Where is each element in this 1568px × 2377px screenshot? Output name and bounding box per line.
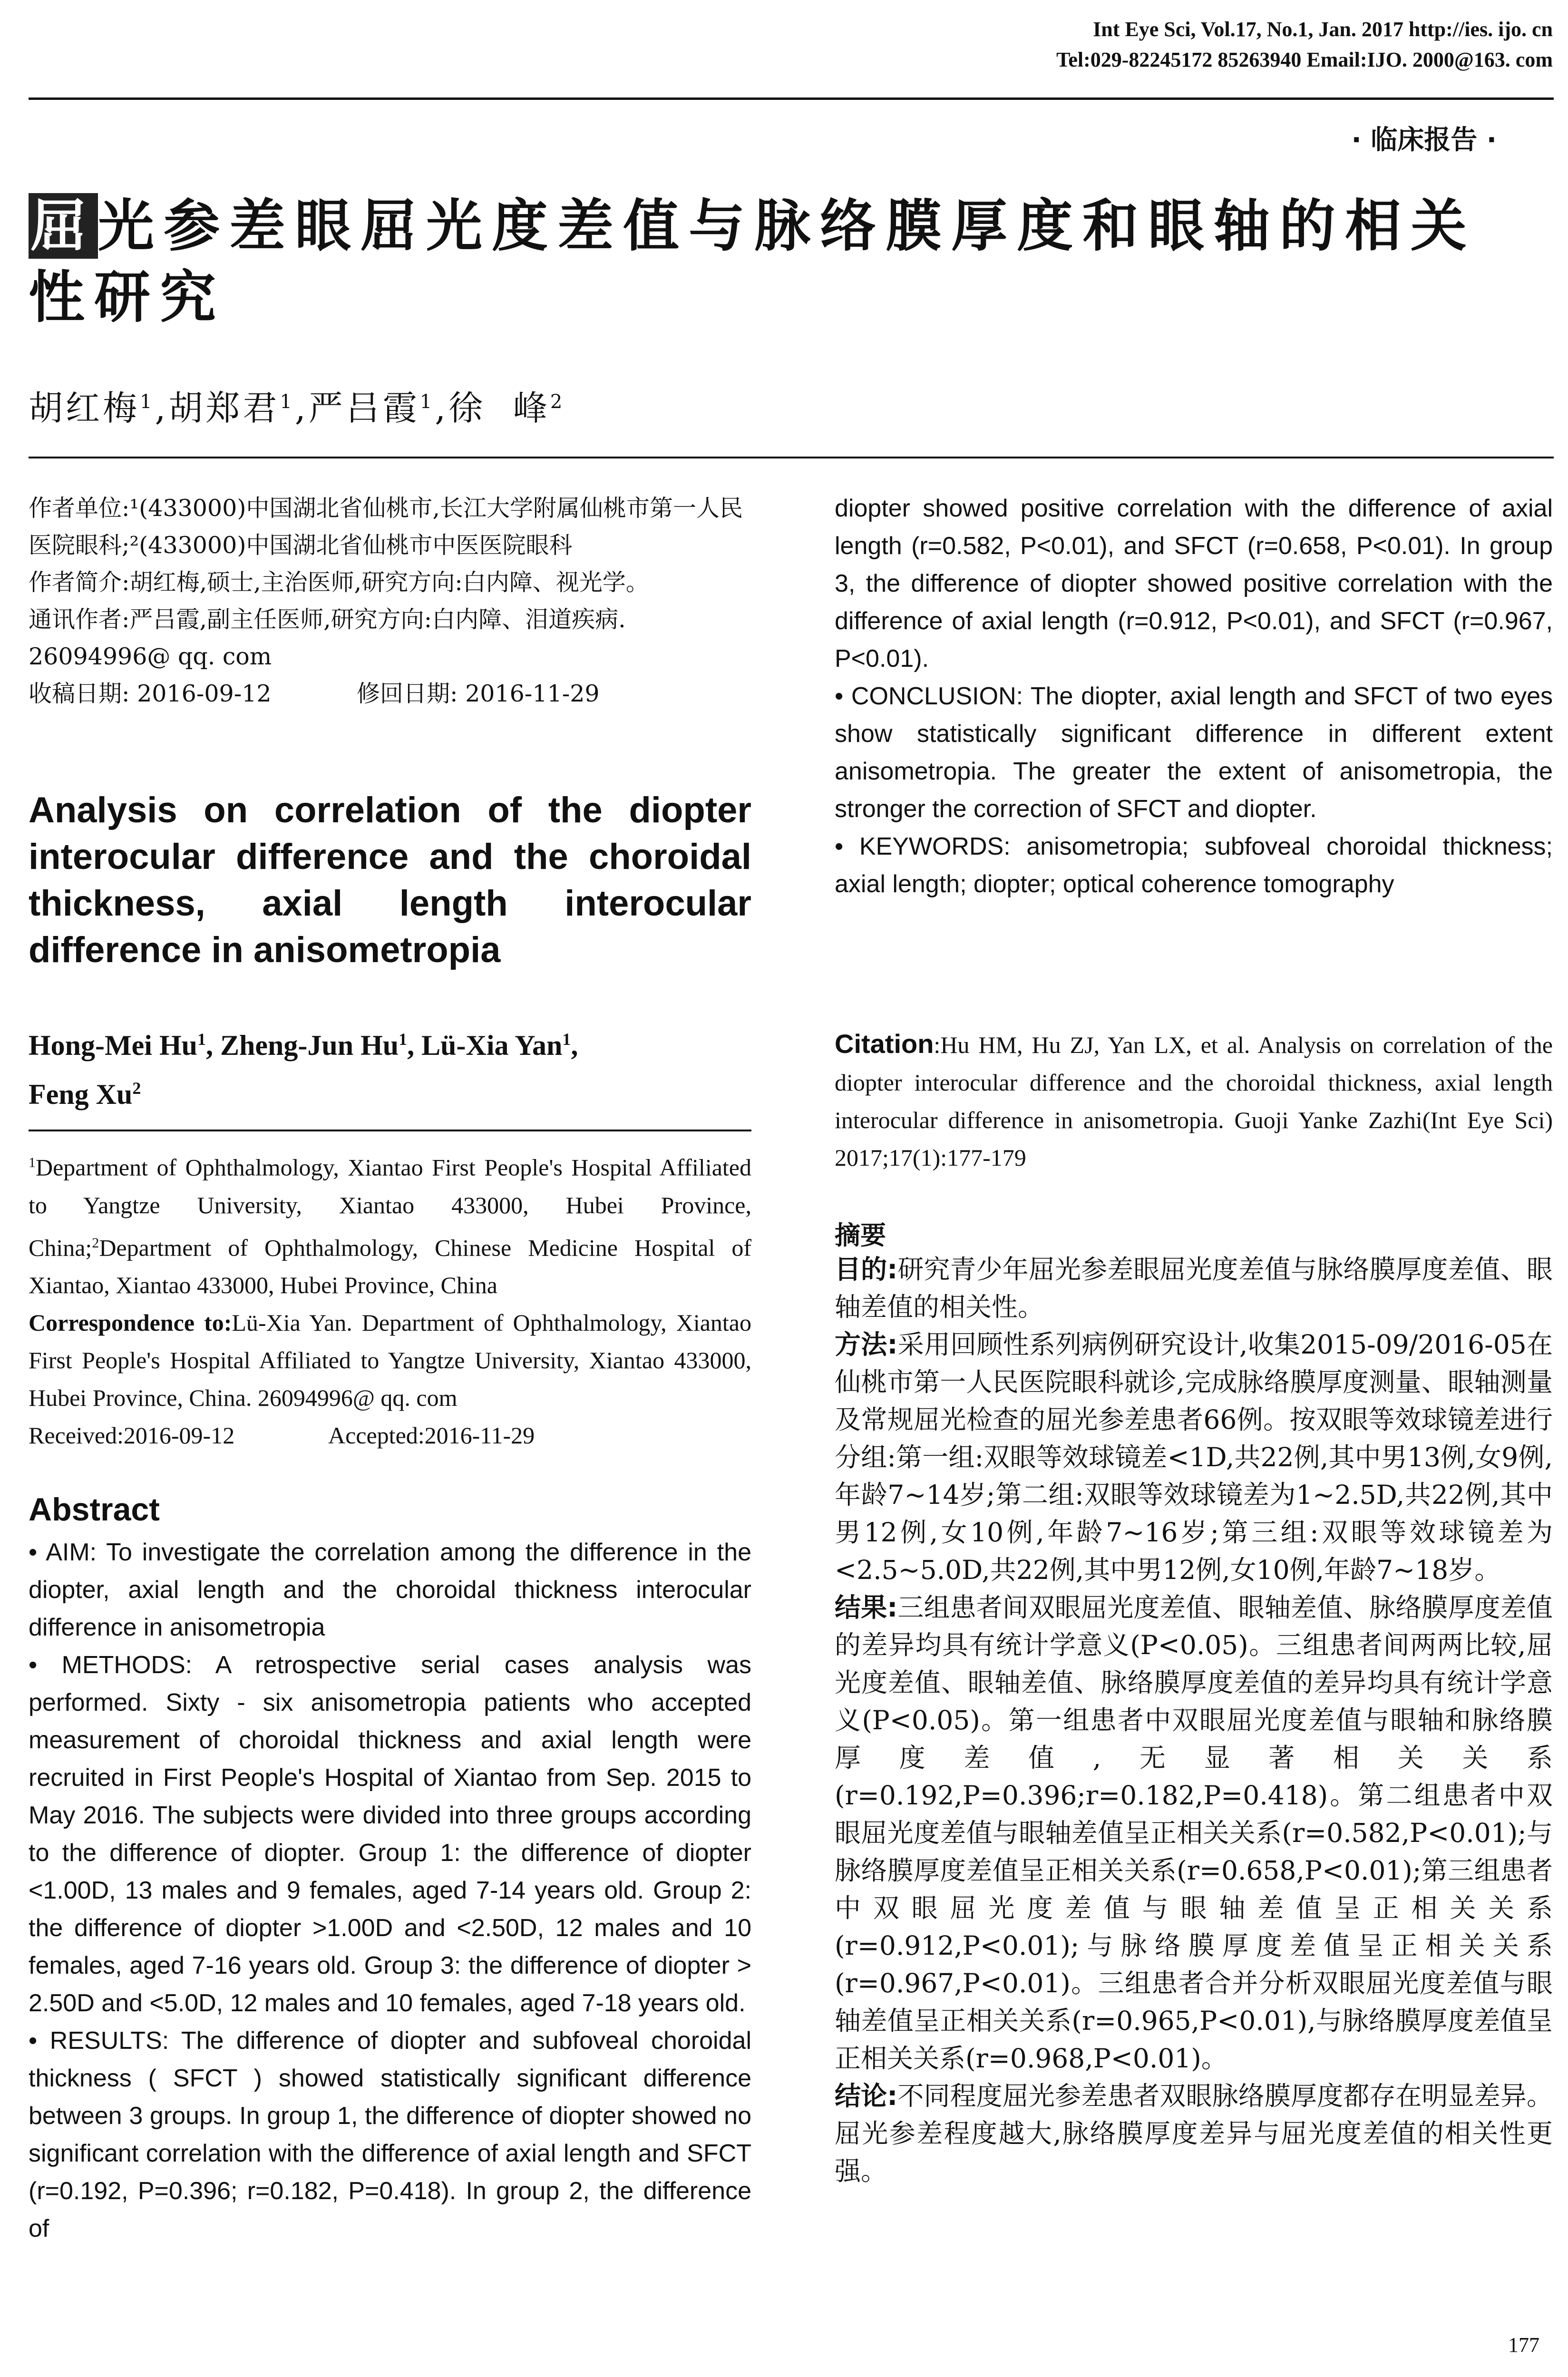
- abstract-en-right: [835, 490, 1553, 903]
- journal-header: Int Eye Sci, Vol.17, No.1, Jan. 2017 http://ies. ijo. cn: [1093, 18, 1553, 41]
- abstract-en-left: [29, 1534, 751, 2248]
- correspondence-text: Lü-Xia Yan. Department of Ophthalmology, Xiantao First People's Hospital Affiliated to Yangtze University, Xiantao 433000, Hubei Province, China. 26094996@ qq. com: [29, 1309, 751, 1412]
- cn-methods-label: 方法:: [835, 1329, 898, 1360]
- authors-cn: 胡红梅$^1$,胡郑君$^1$,严吕霞$^1$,徐 峰$^2$: [29, 388, 565, 428]
- affil-dept-1: Department of Ophthalmology, Xiantao First People's Hospital Affiliated to Yangtze University, Xiantao 433000, Hubei Province, China;: [29, 1154, 751, 1261]
- section-tag: · 临床报告 ·: [1351, 125, 1497, 156]
- author-name: Feng Xu: [29, 1079, 133, 1110]
- author-sup: 1: [280, 391, 295, 413]
- title-dropcap: 屈: [29, 193, 98, 259]
- citation: [835, 1025, 1553, 1177]
- abstract-results: • RESULTS: The difference of diopter and subfoveal choroidal thickness ( SFCT ) showed statistically significant difference between 3 groups. In group 1, the difference of diopter showed no significant correlation with the difference of axial length and SFCT (r=0.192, P=0.396; r=0.182, P=0.418). In group 2, the difference of: [29, 2027, 751, 2242]
- article-title: [29, 190, 1541, 333]
- author-name: Zheng-Jun Hu: [220, 1030, 399, 1061]
- citation-label: Citation: [835, 1029, 934, 1059]
- author-sup: 2: [550, 391, 565, 413]
- cn-results-label: 结果:: [835, 1592, 898, 1623]
- english-title: Analysis on correlation of the diopter interocular difference and the choroidal thickness, axial length interocular difference in anisometropia: [29, 790, 751, 970]
- cn-aim: 研究青少年屈光参差眼屈光度差值与脉络膜厚度差值、眼轴差值的相关性。: [835, 1254, 1553, 1322]
- abstract-cn-heading: 摘要: [835, 1220, 886, 1250]
- cn-aim-label: 目的:: [835, 1254, 898, 1285]
- page-number: 177: [1508, 2333, 1539, 2357]
- abstract-keywords: • KEYWORDS: anisometropia; subfoveal choroidal thickness; axial length; diopter; optical coherence tomography: [835, 833, 1553, 898]
- revised-date: 修回日期: 2016-11-29: [357, 680, 600, 707]
- abstract-cn: [835, 1251, 1553, 2190]
- author-name: 严吕霞: [308, 388, 420, 428]
- author-bio: 作者简介:胡红梅,硕士,主治医师,研究方向:白内障、视光学。: [29, 569, 649, 596]
- author-sup: 1: [140, 391, 155, 413]
- corresponding-author: 通讯作者:严吕霞,副主任医师,研究方向:白内障、泪道疾病. 26094996@ qq. com: [29, 606, 626, 670]
- abstract-heading: Abstract: [29, 1491, 160, 1528]
- author-sup: 1: [399, 1030, 408, 1049]
- dates-cn: [29, 675, 751, 712]
- author-sup: 2: [132, 1079, 141, 1098]
- received-en: Received:2016-09-12: [29, 1422, 235, 1449]
- affil-sup: 2: [92, 1235, 99, 1251]
- author-sup: 1: [197, 1030, 206, 1049]
- cn-methods: 采用回顾性系列病例研究设计,收集2015-09/2016-05在仙桃市第一人民医院眼科就诊,完成脉络膜厚度测量、眼轴测量及常规屈光检查的屈光参差患者66例。按双眼等效球镜差进行分组:第一组:双眼等效球镜差<1D,共22例,其中男13例,女9例,年龄7~14岁;第二组:双眼等效球镜差为1~2.5D,共22例,其中男12例,女10例,年龄7~16岁;第三组:双眼等效球镜差为<2.5~5.0D,共22例,其中男12例,女10例,年龄7~18岁。: [835, 1329, 1553, 1585]
- author-name: 胡红梅: [29, 388, 140, 428]
- header-rule: [29, 97, 1554, 100]
- affil-sup: 1: [29, 1155, 36, 1170]
- author-sup: 1: [419, 391, 435, 413]
- citation-text: :Hu HM, Hu ZJ, Yan LX, et al. Analysis on correlation of the diopter interocular difference and the choroidal thickness, axial length interocular difference in anisometropia. Guoji Yanke Zazhi(Int Eye Sci) 2017;17(1):177-179: [835, 1032, 1553, 1171]
- received-date: 收稿日期: 2016-09-12: [29, 680, 272, 707]
- author-name: 徐 峰: [448, 388, 550, 428]
- affiliation-cn: [29, 490, 751, 712]
- affiliation-en: [29, 1144, 751, 1454]
- journal-contact: Tel:029-82245172 85263940 Email:IJO. 2000@163. com: [1056, 48, 1553, 71]
- english-authors: Hong-Mei Hu$^1$, Zheng-Jun Hu$^1$, Lü-Xia Yan$^1$, Feng Xu$^2$: [29, 1030, 578, 1110]
- title-text: 光参差眼屈光度差值与脉络膜厚度和眼轴的相关性研究: [29, 193, 1477, 330]
- cn-results: 三组患者间双眼屈光度差值、眼轴差值、脉络膜厚度差值的差异均具有统计学意义(P<0.05)。三组患者间两两比较,屈光度差值、眼轴差值、脉络膜厚度差值的差异均具有统计学意义(P<0.05)。第一组患者中双眼屈光度差值与眼轴和脉络膜厚度差值,无显著相关关系(r=0.192,P=0.396;r=0.182,P=0.418)。第二组患者中双眼屈光度差值与眼轴差值呈正相关关系(r=0.582,P<0.01);与脉络膜厚度差值呈正相关关系(r=0.658,P<0.01);第三组患者中双眼屈光度差值与眼轴差值呈正相关关系(r=0.912,P<0.01);与脉络膜厚度差值呈正相关关系(r=0.967,P<0.01)。三组患者合并分析双眼屈光度差值与眼轴差值呈正相关关系(r=0.965,P<0.01),与脉络膜厚度差值呈正相关关系(r=0.968,P<0.01)。: [835, 1592, 1553, 2074]
- abstract-aim: • AIM: To investigate the correlation among the difference in the diopter, axial length and the choroidal thickness interocular difference in anisometropia: [29, 1539, 751, 1641]
- author-name: Hong-Mei Hu: [29, 1030, 197, 1061]
- author-name: 胡郑君: [168, 388, 280, 428]
- author-sup: 1: [562, 1030, 571, 1049]
- accepted-en: Accepted:2016-11-29: [328, 1422, 535, 1449]
- cn-conclusion-label: 结论:: [835, 2081, 898, 2111]
- abstract-methods: • METHODS: A retrospective serial cases analysis was performed. Sixty - six anisometropia patients who accepted measurement of choroidal thickness and axial length were recruited in First People's Hospital of Xiantao from Sep. 2015 to May 2016. The subjects were divided into three groups according to the difference of diopter. Group 1: the difference of diopter <1.00D, 13 males and 9 females, aged 7-14 years old. Group 2: the difference of diopter >1.00D and <2.50D, 12 males and 10 females, aged 7-16 years old. Group 3: the difference of diopter > 2.50D and <5.0D, 12 males and 10 females, aged 7-18 years old.: [29, 1651, 751, 2017]
- affil-dept-2: Department of Ophthalmology, Chinese Medicine Hospital of Xiantao, Xiantao 433000, Hubei Province, China: [29, 1234, 751, 1299]
- authors-rule: [29, 457, 1554, 458]
- abstract-results-cont: diopter showed positive correlation with the difference of axial length (r=0.582, P<0.01), and SFCT (r=0.658, P<0.01). In group 3, the difference of diopter showed positive correlation with the difference of axial length (r=0.912, P<0.01), and SFCT (r=0.967, P<0.01).: [835, 495, 1553, 672]
- cn-conclusion: 不同程度屈光参差患者双眼脉络膜厚度都存在明显差异。屈光参差程度越大,脉络膜厚度差异与屈光度差值的相关性更强。: [835, 2081, 1553, 2186]
- abstract-conclusion: • CONCLUSION: The diopter, axial length and SFCT of two eyes show statistically significant difference in different extent anisometropia. The greater the extent of anisometropia, the stronger the correction of SFCT and diopter.: [835, 682, 1553, 823]
- author-name: Lü-Xia Yan: [421, 1030, 563, 1061]
- affiliation-units: 作者单位:¹(433000)中国湖北省仙桃市,长江大学附属仙桃市第一人民医院眼科;²(433000)中国湖北省仙桃市中医医院眼科: [29, 495, 743, 559]
- correspondence-label: Correspondence to:: [29, 1309, 232, 1336]
- english-authors-rule: [29, 1130, 751, 1131]
